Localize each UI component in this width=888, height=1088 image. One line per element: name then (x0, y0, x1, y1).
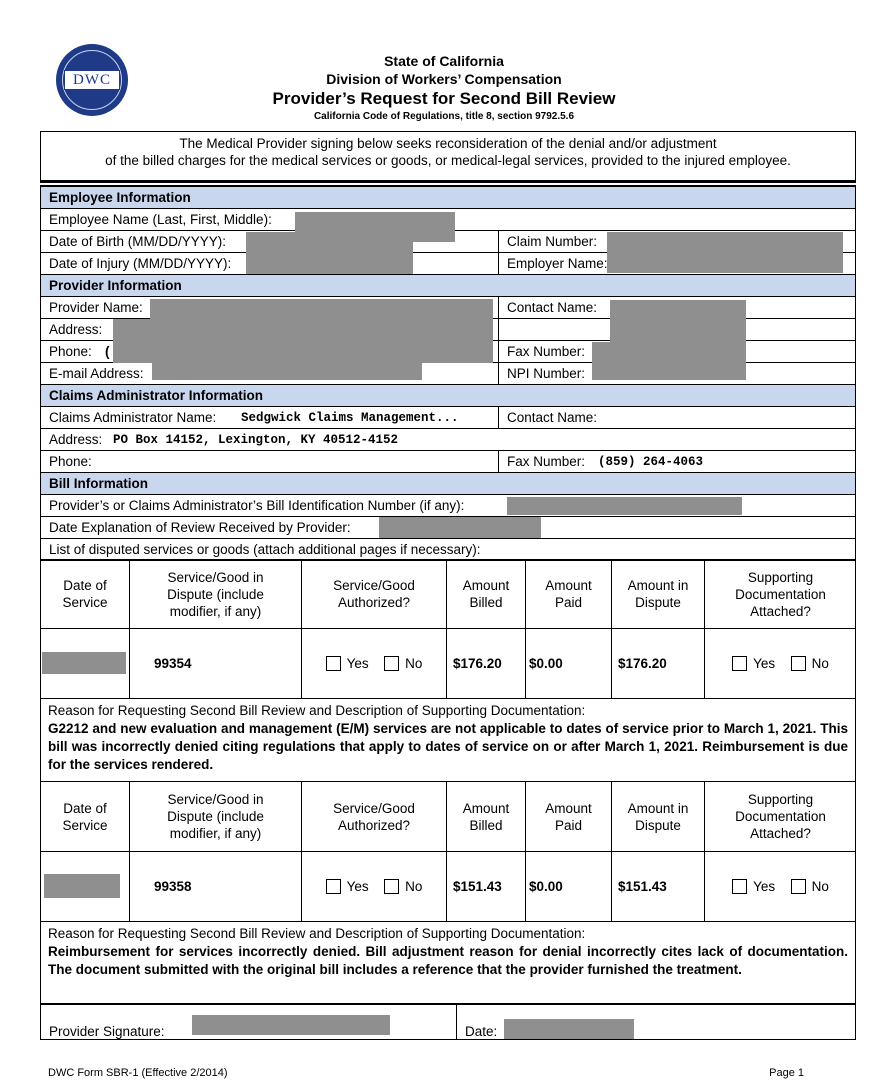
provider-phone-prefix: ( (105, 344, 110, 359)
redacted-signature-date (504, 1019, 634, 1039)
redacted-provider-address (113, 319, 493, 341)
reason-text-1: G2212 and new evaluation and management (E/M) services are not applicable to dates of service prior to March 1, 2021. This bill was incorrectly denied citing regulations that apply to dates of service on or after March 1, 2021. Reimbursement is due for the services rendered. (48, 721, 848, 772)
provider-npi-label: NPI Number: (507, 366, 586, 381)
claims-admin-phone-row[interactable] (40, 451, 856, 473)
bill-section-heading: Bill Information (40, 473, 856, 495)
col-date-of-service: Date of Service (62, 800, 108, 833)
authorized-1-yes-checkbox[interactable] (326, 656, 341, 671)
redacted-date-of-service-1 (42, 652, 126, 674)
amount-billed-1: $176.20 (446, 629, 525, 698)
supporting-2-yes-checkbox[interactable] (732, 879, 747, 894)
redacted-doi (248, 253, 413, 273)
claims-admin-address-value: PO Box 14152, Lexington, KY 40512-4152 (113, 433, 399, 447)
col-authorized: Service/Good Authorized? (301, 560, 446, 628)
redacted-provider-phone (113, 341, 493, 363)
authorized-1: Yes No (301, 629, 446, 698)
supporting-2: Yes No (704, 852, 856, 921)
provider-contact-label: Contact Name: (507, 300, 598, 315)
redacted-date-of-service-2 (44, 874, 120, 898)
authorized-2-yes-checkbox[interactable] (326, 879, 341, 894)
employer-name-label: Employer Name: (507, 256, 608, 271)
provider-email-label: E-mail Address: (49, 366, 144, 381)
col-authorized: Service/Good Authorized? (301, 782, 446, 851)
redacted-bill-id (507, 497, 742, 515)
employee-name-label: Employee Name (Last, First, Middle): (49, 212, 272, 227)
supporting-1: Yes No (704, 629, 856, 698)
disputed-list-label: List of disputed services or goods (attach additional pages if necessary): (49, 542, 481, 557)
provider-name-label: Provider Name: (49, 300, 143, 315)
intro-line-2: of the billed charges for the medical services or goods, or medical-legal services, provided to the injured employee. (105, 153, 791, 168)
claims-admin-phone-label: Phone: (49, 454, 92, 469)
header-regulation: California Code of Regulations, title 8, section 9792.5.6 (313, 111, 575, 122)
date-received-row[interactable] (40, 517, 856, 539)
footer-page-number: Page 1 (769, 1067, 804, 1079)
redacted-date-received (379, 517, 541, 538)
claims-admin-name-value: Sedgwick Claims Management... (241, 411, 459, 425)
disputed-list-row (40, 539, 856, 561)
col-date-of-service: Date of Service (62, 578, 108, 610)
col-service-good: Service/Good in Dispute (include modifier, if any) (129, 782, 301, 851)
supporting-1-no-checkbox[interactable] (791, 656, 806, 671)
dispute-table-2-row[interactable] (40, 852, 856, 922)
intro-box (40, 131, 856, 181)
authorized-2-no-checkbox[interactable] (384, 879, 399, 894)
authorized-1-no-checkbox[interactable] (384, 656, 399, 671)
supporting-2-no-checkbox[interactable] (791, 879, 806, 894)
amount-paid-2: $0.00 (525, 852, 611, 921)
provider-address-label: Address: (49, 322, 103, 337)
amount-paid-1: $0.00 (525, 629, 611, 698)
claims-admin-name-label: Claims Administrator Name: (49, 410, 217, 425)
col-amount-paid: Amount Paid (525, 782, 611, 851)
page-title: Provider’s Request for Second Bill Review (272, 89, 616, 108)
reason-block-1[interactable] (40, 699, 856, 782)
col-amount-billed: Amount Billed (446, 560, 525, 628)
logo-text: DWC (64, 70, 120, 90)
doi-label: Date of Injury (MM/DD/YYYY): (49, 256, 232, 271)
bill-id-row[interactable] (40, 495, 856, 517)
signature-row[interactable] (40, 1004, 856, 1040)
reason-text-2: Reimbursement for services incorrectly denied. Bill adjustment reason for denial incorrectly cites lack of documentation. The document submitted with the original bill includes a reference that the provider furnished the treatment. (48, 944, 848, 977)
header-state: State of California (384, 53, 504, 69)
signature-label: Provider Signature: (49, 1024, 165, 1039)
dispute-table-1-header (40, 560, 856, 629)
dob-row[interactable] (40, 231, 856, 253)
reason-label-1: Reason for Requesting Second Bill Review and Description of Supporting Documentation: (48, 703, 586, 718)
bill-id-label: Provider’s or Claims Administrator’s Bill Identification Number (if any): (49, 498, 465, 513)
service-code-1: 99354 (129, 629, 301, 698)
claim-number-label: Claim Number: (507, 234, 598, 249)
redacted-signature (192, 1015, 390, 1035)
col-service-good: Service/Good in Dispute (include modifier, if any) (129, 560, 301, 628)
col-amount-billed: Amount Billed (446, 782, 525, 851)
amount-in-dispute-2: $151.43 (611, 852, 704, 921)
claims-admin-name-row[interactable] (40, 407, 856, 429)
authorized-2: Yes No (301, 852, 446, 921)
redacted-employer (616, 253, 842, 273)
dispute-table-1-row[interactable] (40, 629, 856, 699)
col-amount-paid: Amount Paid (525, 560, 611, 628)
reason-label-2: Reason for Requesting Second Bill Review and Description of Supporting Documentation: (48, 926, 586, 941)
amount-billed-2: $151.43 (446, 852, 525, 921)
claims-admin-section-heading: Claims Administrator Information (40, 385, 856, 407)
supporting-1-yes-checkbox[interactable] (732, 656, 747, 671)
claims-admin-address-label: Address: (49, 432, 103, 447)
footer-form-id: DWC Form SBR-1 (Effective 2/2014) (48, 1067, 228, 1079)
service-code-2: 99358 (129, 852, 301, 921)
date-received-label: Date Explanation of Review Received by Provider: (49, 520, 351, 535)
header-division: Division of Workers’ Compensation (326, 71, 562, 87)
claims-admin-contact-label: Contact Name: (507, 410, 598, 425)
amount-in-dispute-1: $176.20 (611, 629, 704, 698)
col-supporting-docs: Supporting Documentation Attached? (704, 782, 856, 851)
provider-section-heading: Provider Information (40, 275, 856, 297)
dob-label: Date of Birth (MM/DD/YYYY): (49, 234, 227, 249)
col-supporting-docs: Supporting Documentation Attached? (704, 560, 856, 628)
provider-fax-label: Fax Number: (507, 344, 586, 359)
col-amount-in-dispute: Amount in Dispute (611, 782, 704, 851)
signature-date-label: Date: (465, 1024, 498, 1039)
dispute-table-2-header (40, 782, 856, 852)
col-amount-in-dispute: Amount in Dispute (611, 560, 704, 628)
redacted-provider-fax-npi (592, 342, 746, 380)
claims-admin-fax-value: (859) 264-4063 (598, 455, 704, 469)
reason-block-2[interactable] (40, 922, 856, 1004)
claims-admin-address-row[interactable] (40, 429, 856, 451)
employee-section-heading: Employee Information (40, 187, 856, 209)
redacted-provider-email (152, 363, 422, 380)
provider-phone-label: Phone: (49, 344, 92, 359)
employee-name-row[interactable] (40, 209, 856, 231)
claims-admin-fax-label: Fax Number: (507, 454, 586, 469)
intro-line-1: The Medical Provider signing below seeks reconsideration of the denial and/or adjustment (179, 136, 717, 151)
